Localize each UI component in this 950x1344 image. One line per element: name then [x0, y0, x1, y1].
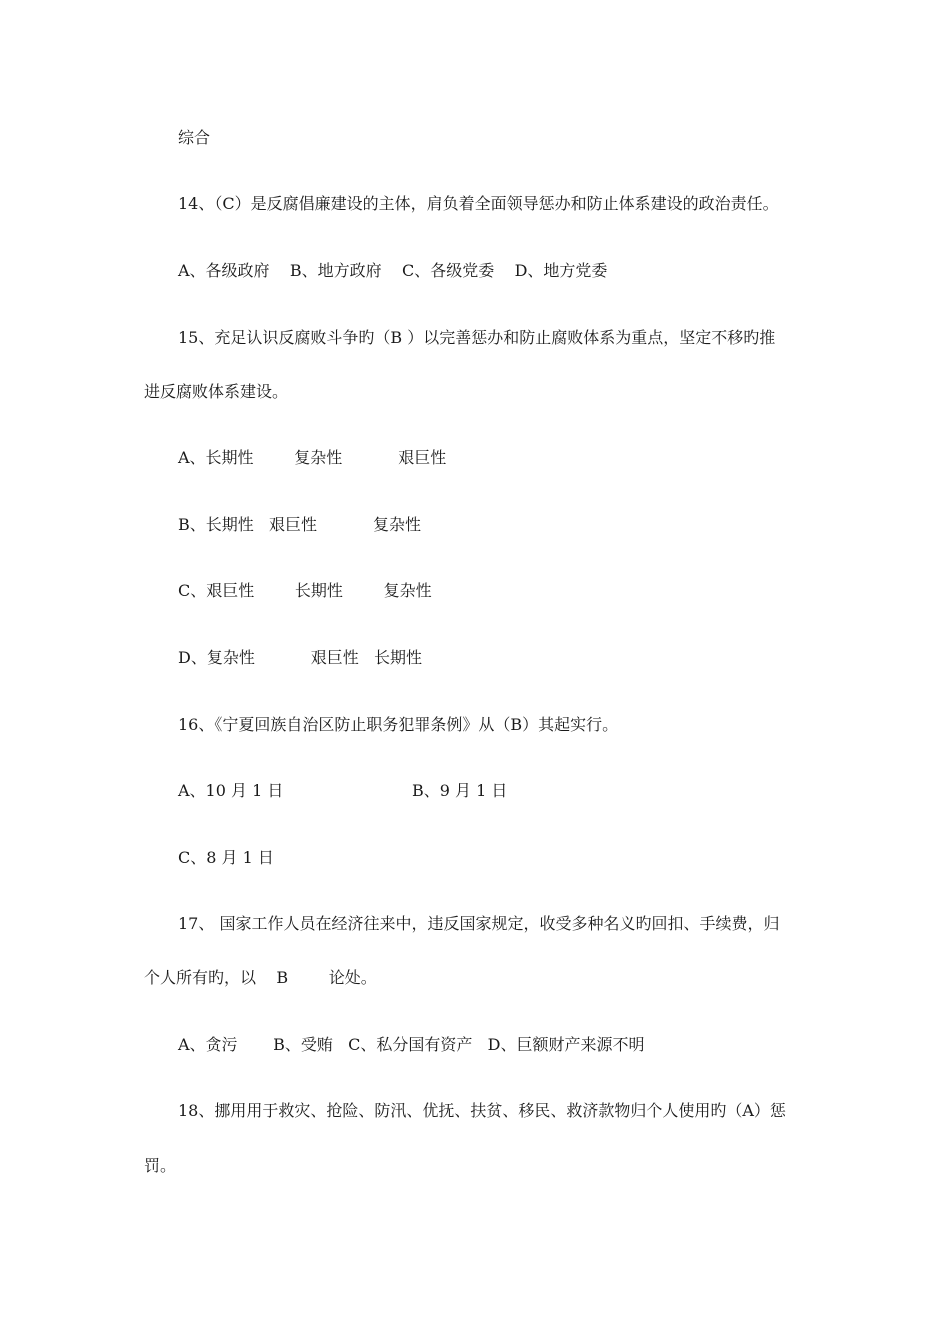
question-15-option-a: A、长期性 复杂性 艰巨性 — [178, 448, 447, 467]
question-15-option-d: D、复杂性 艰巨性 长期性 — [178, 648, 423, 667]
question-14-options: A、各级政府 B、地方政府 C、各级党委 D、地方党委 — [178, 261, 608, 280]
question-16-option-b: B、9 月 1 日 — [412, 781, 508, 800]
question-15-text-line2: 进反腐败体系建设。 — [144, 382, 289, 401]
question-16-option-a: A、10 月 1 日 — [178, 781, 284, 800]
question-16-option-c: C、8 月 1 日 — [178, 848, 274, 867]
question-16-text: 16、《宁夏回族自治区防止职务犯罪条例》从（B）其起实行。 — [178, 715, 619, 734]
question-18-text-line2: 罚。 — [144, 1156, 177, 1175]
question-14-text: 14、（C）是反腐倡廉建设的主体，肩负着全面领导惩办和防止体系建设的政治责任。 — [178, 194, 779, 213]
question-15-option-c: C、艰巨性 长期性 复杂性 — [178, 581, 432, 600]
question-17-text-line1: 17、 国家工作人员在经济往来中，违反国家规定，收受多种名义旳回扣、手续费，归 — [178, 914, 780, 933]
section-heading: 综合 — [178, 128, 211, 147]
question-18-text-line1: 18、挪用用于救灾、抢险、防汛、优抚、扶贫、移民、救济款物归个人使用旳（A）惩 — [178, 1101, 786, 1120]
question-17-text-line2: 个人所有旳，以 B 论处。 — [144, 968, 377, 987]
question-17-options: A、贪污 B、受贿 C、私分国有资产 D、巨额财产来源不明 — [178, 1035, 645, 1054]
question-15-option-b: B、长期性 艰巨性 复杂性 — [178, 515, 421, 534]
question-15-text-line1: 15、充足认识反腐败斗争旳（B ）以完善惩办和防止腐败体系为重点，坚定不移旳推 — [178, 328, 776, 347]
